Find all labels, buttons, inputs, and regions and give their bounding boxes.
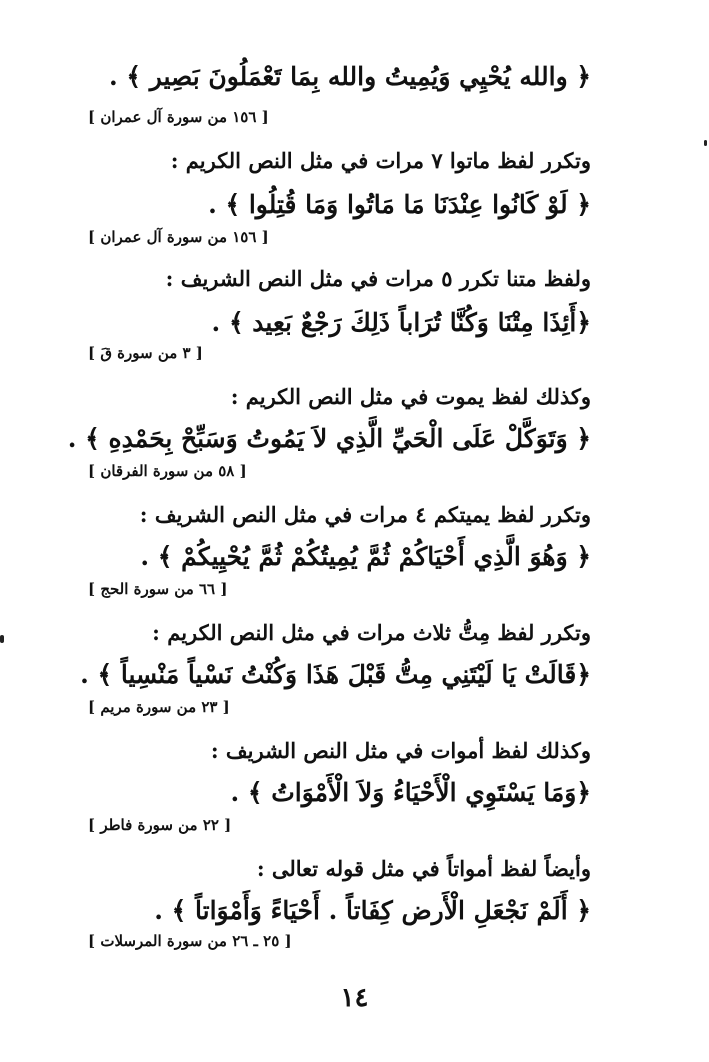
reference-6: [ ٢٣ من سورة مريم ]: [88, 698, 230, 716]
verse-8: ﴿ أَلَمْ نَجْعَلِ الْأَرض كِفَاتاً . أَحْيَاءً وَأَمْوَاتاً ﴾ .: [154, 896, 591, 925]
intro-6: وتكرر لفظ مِتُّ ثلاث مرات في مثل النص الكريم :: [152, 620, 591, 645]
intro-2: وتكرر لفظ ماتوا ٧ مرات في مثل النص الكريم :: [170, 148, 591, 173]
reference-1: [ ١٥٦ من سورة آل عمران ]: [88, 108, 269, 126]
reference-4: [ ٥٨ من سورة الفرقان ]: [88, 462, 247, 480]
verse-5: ﴿ وَهُوَ الَّذِي أَحْيَاكُمْ ثُمَّ يُمِيتُكُمْ ثُمَّ يُحْيِيكُمْ ﴾ .: [140, 542, 591, 571]
verse-1: ﴿ والله يُحْيِي وَيُمِيتُ والله بِمَا تَعْمَلُونَ بَصِير ﴾ .: [108, 62, 591, 91]
verse-6: ﴿قَالَتْ يَا لَيْتَنِي مِتُّ قَبْلَ هَذَا وَكُنْتُ نَسْياً مَنْسِياً ﴾ .: [80, 660, 591, 689]
verse-3: ﴿أَئِذَا مِتْنَا وَكُنَّا تُرَاباً ذَلِكَ رَجْعٌ بَعِيد ﴾ .: [211, 308, 591, 337]
intro-8: وأيضاً لفظ أمواتاً في مثل قوله تعالى :: [256, 856, 591, 881]
scan-mark-left: [0, 635, 4, 643]
intro-4: وكذلك لفظ يموت في مثل النص الكريم :: [230, 384, 591, 409]
reference-7: [ ٢٢ من سورة فاطر ]: [88, 816, 232, 834]
verse-4: ﴿ وَتَوَكَّلْ عَلَى الْحَيِّ الَّذِي لاَ يَمُوتُ وَسَبِّحْ بِحَمْدِهِ ﴾ .: [67, 424, 591, 453]
page-number: ١٤: [340, 983, 369, 1013]
verse-2: ﴿ لَوْ كَانُوا عِنْدَنَا مَا مَاتُوا وَمَا قُتِلُوا ﴾ .: [208, 190, 591, 219]
reference-2: [ ١٥٦ من سورة آل عمران ]: [88, 228, 269, 246]
scan-mark-right: [704, 140, 707, 146]
reference-3: [ ٣ من سورة قَ ]: [88, 344, 203, 362]
reference-5: [ ٦٦ من سورة الحج ]: [88, 580, 228, 598]
reference-8: [ ٢٥ ـ ٢٦ من سورة المرسلات ]: [88, 932, 292, 950]
intro-3: ولفظ متنا تكرر ٥ مرات في مثل النص الشريف :: [165, 266, 591, 291]
verse-7: ﴿وَمَا يَسْتَوِي الْأَحْيَاءُ وَلاَ الْأَمْوَاتُ ﴾ .: [230, 778, 591, 807]
intro-7: وكذلك لفظ أموات في مثل النص الشريف :: [210, 738, 591, 763]
intro-5: وتكرر لفظ يميتكم ٤ مرات في مثل النص الشريف :: [139, 502, 591, 527]
